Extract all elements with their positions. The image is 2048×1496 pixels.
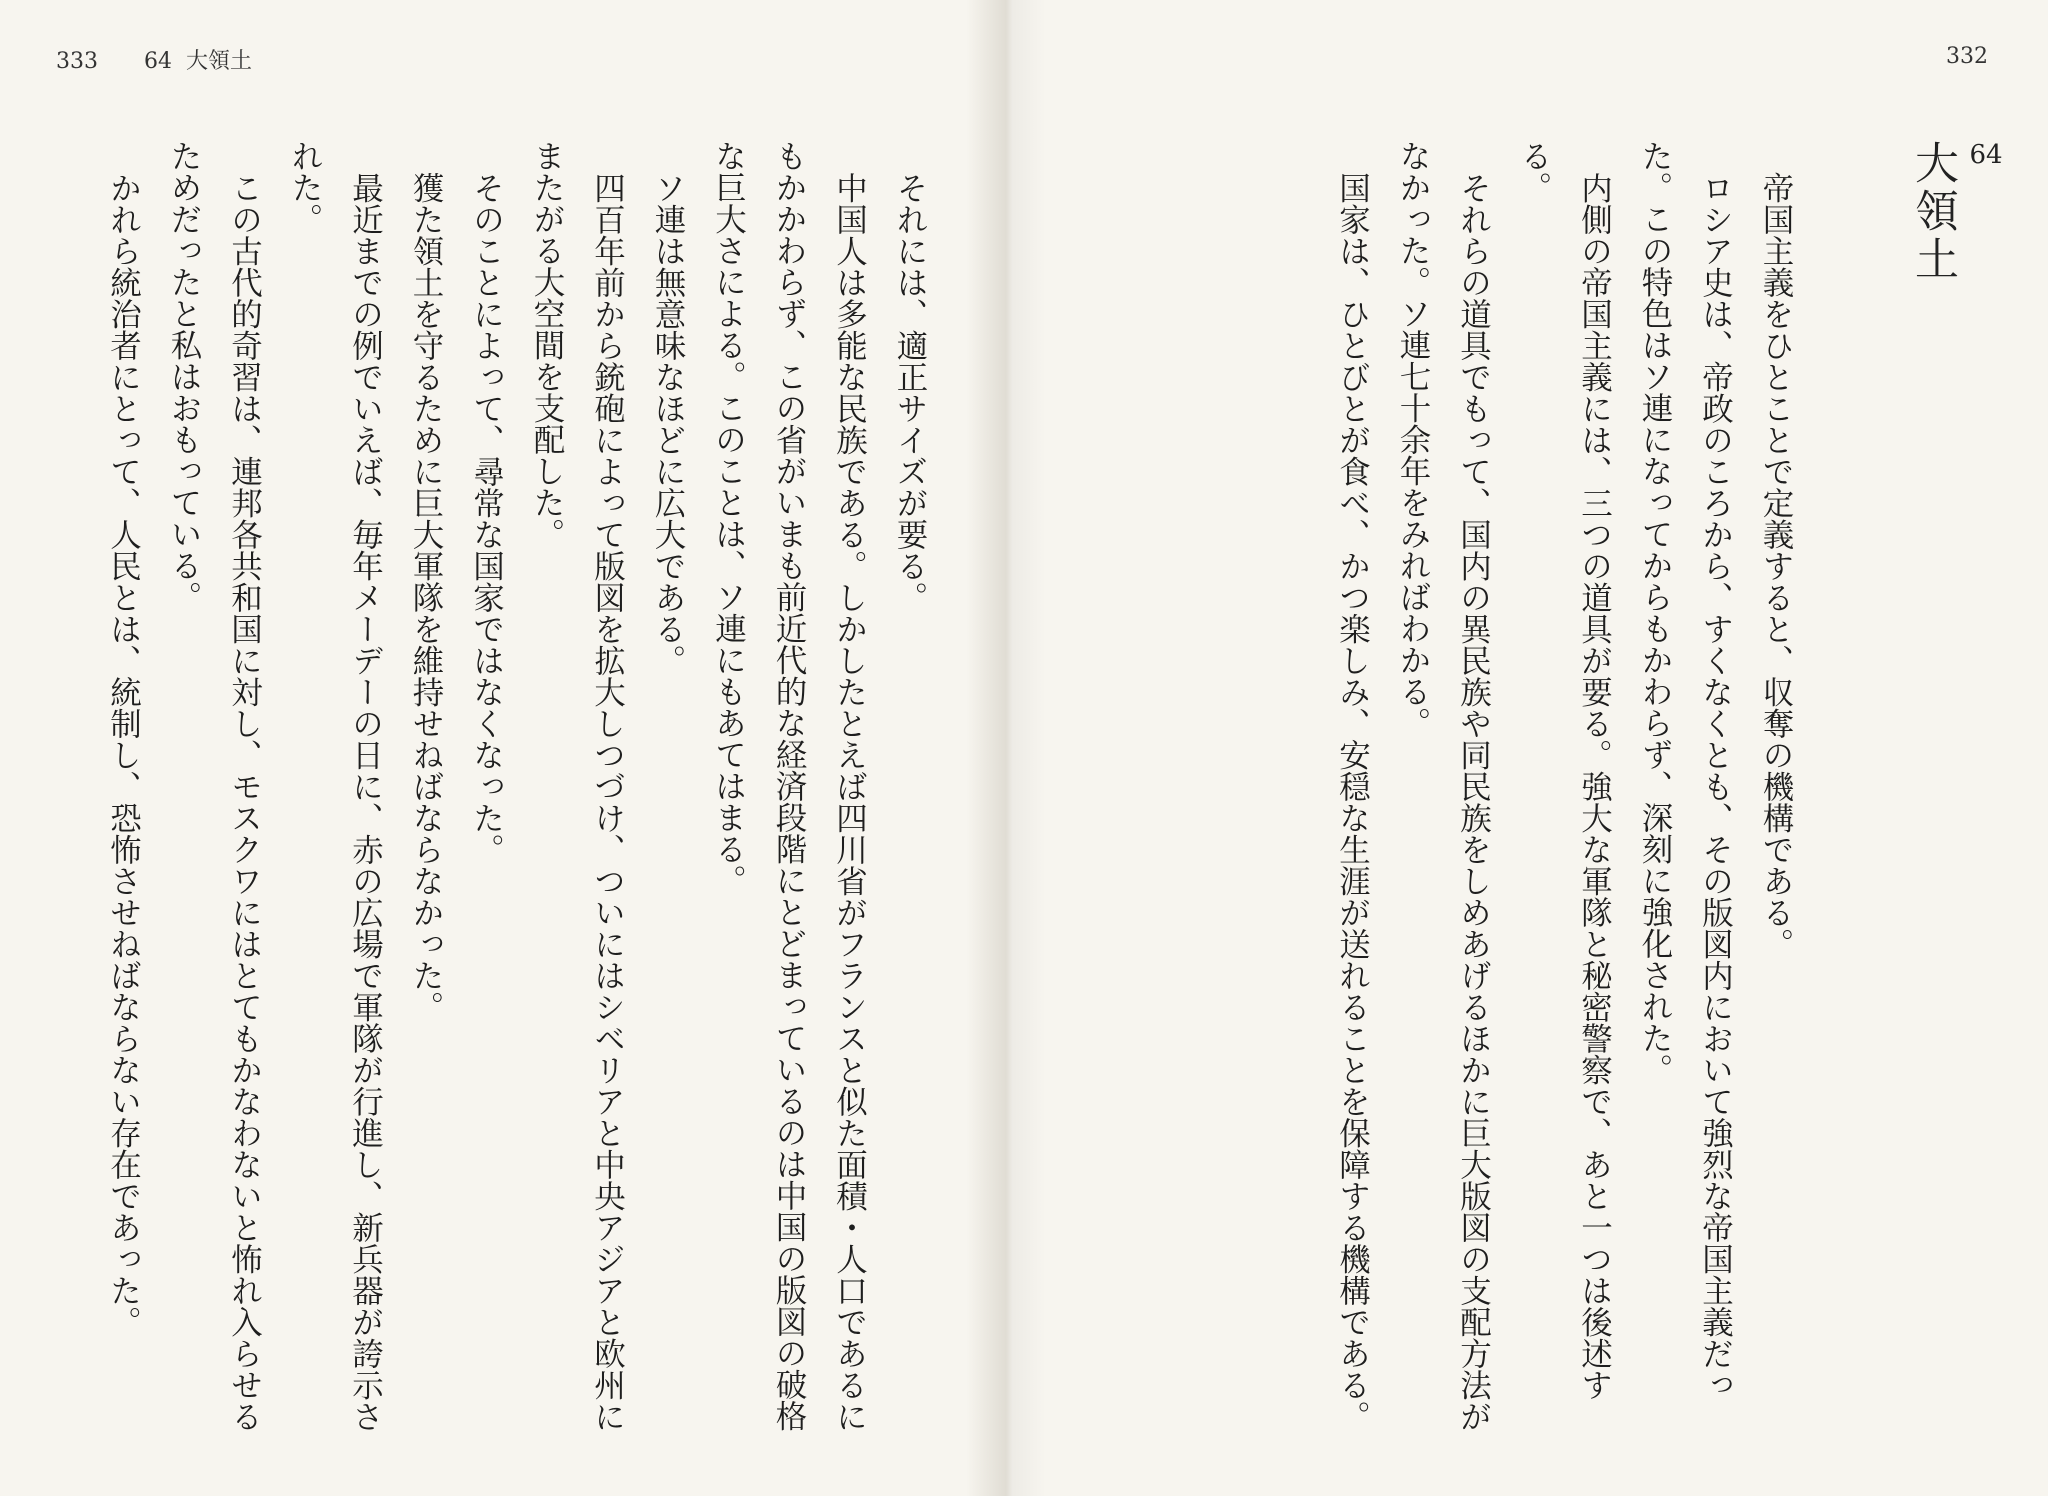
paragraph: 最近までの例でいえば、毎年メーデーの日に、赤の広場で軍隊が行進し、新兵器が誇示された。 [287,140,384,1432]
paragraph: かれら統治者にとって、人民とは、統制し、恐怖させねばならない存在であった。 [105,171,142,1337]
right-page-number: 332 [1946,44,1988,69]
paragraph: ロシア史は、帝政のころから、すくなくとも、その版図内において強烈な帝国主義だった。この特色はソ連になってからもかわらず、深刻に強化された。 [1637,140,1734,1400]
left-page-number: 333 [56,49,98,74]
left-running-chapter-title: 大領土 [186,49,253,74]
paragraph: 四百年前から銃砲によって版図を拡大しつづけ、ついにはシベリアと中央アジアと欧州にまたがる大空間を支配した。 [529,140,626,1432]
right-page-body [1322,140,1806,1440]
paragraph: 国家は、ひとびとが食べ、かつ楽しみ、安穏な生涯が送れることを保障する機構である。 [1334,171,1371,1432]
paragraph: この古代的奇習は、連邦各共和国に対し、モスクワにはとてもかなわないと怖れ入らせるためだったと私はおもっている。 [166,140,263,1432]
chapter-number: 64 [1969,140,2003,170]
paragraph: それらの道具でもって、国内の異民族や同民族をしめあげるほかに巨大版図の支配方法がなかった。ソ連七十余年をみればわかる。 [1395,140,1492,1432]
left-running-chapter-number: 64 [144,49,172,74]
left-page-body [93,140,940,1440]
book-gutter [966,0,1046,1496]
paragraph: 獲た領土を守るために巨大軍隊を維持せねばならなかった。 [408,171,444,1022]
chapter-heading [1900,140,2008,284]
paragraph: 帝国主義をひとことで定義すると、収奪の機構である。 [1758,171,1794,959]
paragraph: 内側の帝国主義には、三つの道具が要る。強大な軍隊と秘密警察で、あと一つは後述する。 [1516,140,1613,1400]
paragraph: 中国人は多能な民族である。しかしたとえば四川省がフランスと似た面積・人口であるにもかかわらず、この省がいまも前近代的な経済段階にとどまっているのは中国の版図の破格な巨大さによる。このことは、ソ連にもあてはまる。 [710,140,868,1432]
left-running-head [56,44,252,75]
right-running-head [1946,44,1988,69]
paragraph: そのことによって、尋常な国家ではなくなった。 [468,171,505,865]
paragraph: それには、適正サイズが要る。 [892,171,928,613]
paragraph: ソ連は無意味なほどに広大である。 [650,171,686,676]
chapter-title: 大領土 [1907,140,1958,284]
